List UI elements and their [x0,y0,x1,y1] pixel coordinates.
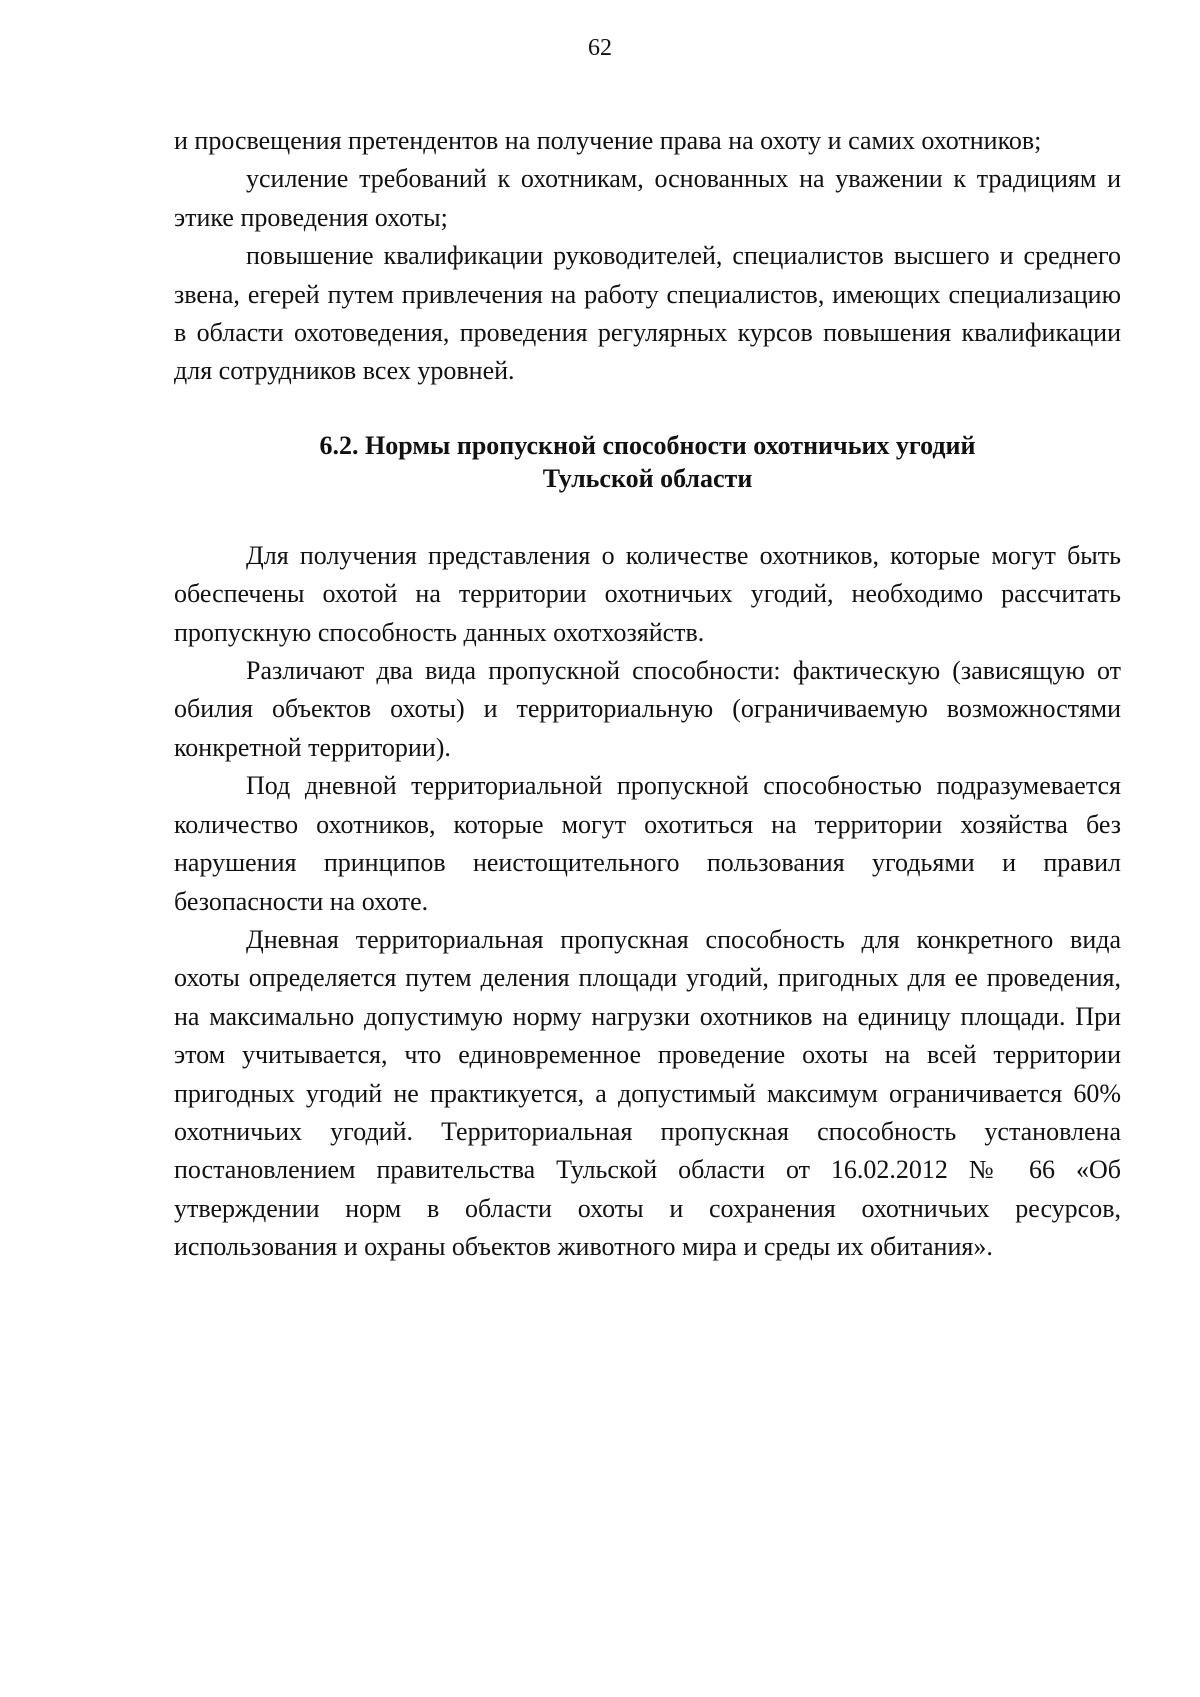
paragraph-capacity-types: Различают два вида пропускной способности: фактическую (зависящую от обилия объектов охоты) и территориальную (ограничиваемую возможностями конкретной территории). [174,656,1121,762]
page-body [174,122,1121,1267]
page-number: 62 [588,35,612,61]
section-heading-line-1: 6.2. Нормы пропускной способности охотничьих угодий [319,430,976,460]
paragraph-intro: Для получения представления о количестве охотников, которые могут быть обеспечены охотой на территории охотничьих угодий, необходимо рассчитать пропускную способность данных охотхозяйств. [174,540,1121,647]
spacer [174,495,1121,537]
paragraph-requirements: усиление требований к охотникам, основанных на уважении к традициям и этике проведения охоты; [174,164,1121,232]
section-heading [174,429,1121,495]
paragraph-continuation: и просвещения претендентов на получение права на охоту и самих охотников; [174,126,1042,155]
section-heading-line-2: Тульской области [542,463,753,493]
paragraph-calculation: Дневная территориальная пропускная способность для конкретного вида охоты определяется путем деления площади угодий, пригодных для ее проведения, на максимально допустимую норму нагрузки охотников на единицу площади. При этом учитывается, что единовременное проведение охоты на всей территории пригодных угодий не практикуется, а допустимый максимум ограничивается 60% охотничьих угодий. Территориальная пропускная способность установлена постановлением правительства Тульской области от 16.02.2012 № 66 «Об утверждении норм в области охоты и сохранения охотничьих ресурсов, использования и охраны объектов животного мира и среды их обитания». [174,924,1121,1262]
paragraph-daily-capacity: Под дневной территориальной пропускной способностью подразумевается количество охотников, которые могут охотиться на территории хозяйства без нарушения принципов неистощительного пользования угодьями и правил безопасности на охоте. [174,771,1121,916]
paragraph-qualification: повышение квалификации руководителей, специалистов высшего и среднего звена, егерей путем привлечения на работу специалистов, имеющих специализацию в области охотоведения, проведения регулярных курсов повышения квалификации для сотрудников всех уровней. [174,241,1121,386]
